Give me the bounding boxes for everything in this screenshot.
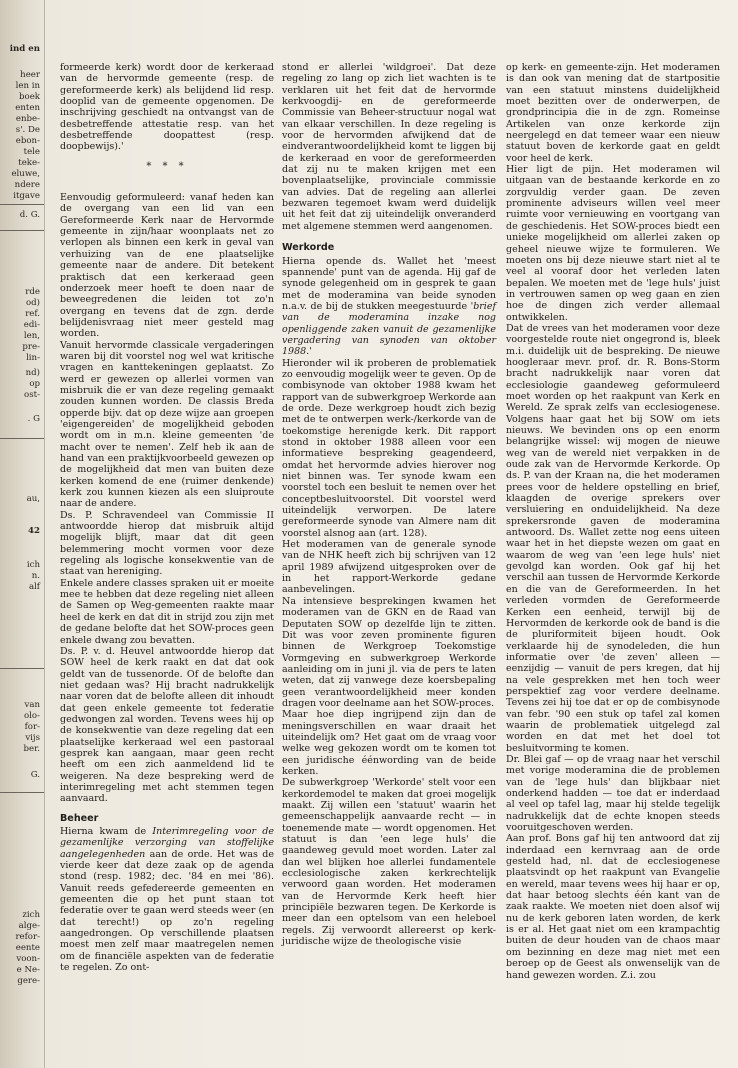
text-run: Hierna kwam de xyxy=(60,826,153,837)
gutter-rule xyxy=(0,230,44,231)
gutter-rule xyxy=(0,204,44,205)
gutter-fragment: G. xyxy=(30,770,40,780)
paragraph: stond er allerlei 'wildgroei'. Dat deze regeling zo lang op zich liet wachten is te verklaren uit het feit dat de hervormde kerkvoogdij- en de gereformeerde Commissie van Beheer-structuur nogal wat van elkaar verschillen. In deze regeling is voor de hervormden afwijkend dat de eindverantwoordelijkheid komt te liggen bij de kerkeraad en voor de gereformeerden dat zij nu te maken krijgen met een bovenplaatselijke, provinciale commissie van advies. Dat de regeling aan allerlei bezwaren tegemoet kwam werd duidelijk uit het feit dat zij uiteindelijk onveranderd met algemene stemmen werd aangenomen. xyxy=(282,62,496,232)
paragraph xyxy=(60,826,274,973)
text-run: Hierna opende ds. Wallet het 'meest spannende' punt van de agenda. Hij gaf de synode gelegenheid om in gesprek te gaan met de moderamina van beide synoden n.a.v. de bij de stukken meegestuurde xyxy=(282,255,496,312)
paragraph: De subwerkgroep 'Werkorde' stelt voor een kerkordemodel te maken dat groei mogelijk maakt. Zij willen een 'statuut' waarin het gemeenschappelijk aanvaarde recht — in toenemende mate — wordt opgenomen. Het statuut is dan 'een lege huls' die gaandeweg gevuld moet worden. Later zal dan wel blijken hoe allerlei fundamentele ecclesiologische zaken kerkrechtelijk verwoord gaan worden. Het moderamen van de Hervormde Kerk heeft hier principiële bezwaren tegen. De Kerkorde is meer dan een optelsom van een heleboel regels. Zij verwoordt allereerst op kerk-juridische wijze de theologische visie xyxy=(282,777,496,948)
paragraph: Enkele andere classes spraken uit er moeite mee te hebben dat deze regeling niet alleen de Samen op Weg-gemeenten raakte maar heel de kerk en dat dit in strijd zou zijn met de gedane belofte dat het SOW-proces geen enkele dwang zou bevatten. xyxy=(60,577,274,646)
gutter-rule xyxy=(0,438,44,439)
gutter-fragment: . G xyxy=(27,414,40,424)
paragraph xyxy=(282,256,496,358)
paragraph: formeerde kerk) wordt door de kerkeraad van de hervormde gemeente (resp. de gereformeerde kerk) als belijdend lid resp. dooplid van de gemeente opgenomen. De inschrijving geschiedt na ontvangst van de desbetreffende attestatie resp. van het desbetreffende doopattest (resp. doopbewijs).' xyxy=(60,62,274,153)
section-heading-beheer: Beheer xyxy=(60,812,99,824)
paragraph: Ds. P. Schravendeel van Commissie II antwoordde hierop dat misbruik altijd mogelijk blijft, maar dat dit geen belemmering mocht vormen voor deze regeling als logische konsekwentie van de staat van hereniging. xyxy=(60,509,274,578)
emphasis-text: Interimregeling voor de gezamenlijke verzorging van stoffelijke aangelegenheden xyxy=(60,826,274,860)
text-column-1 xyxy=(60,62,274,973)
text-column-3 xyxy=(506,62,720,981)
paragraph: Aan prof. Bons gaf hij ten antwoord dat zij inderdaad een kernvraag aan de orde gesteld had, nl. dat de ecclesiogenese plaatsvindt op het raakpunt van Evangelie en wereld, maar tevens wees hij haar er op, dat haar betoog slechts één kant van de zaak raakte. We moeten niet doen alsof wij nu de kerk geboren laten worden, de kerk is er al. Het gaat niet om een krampachtig buiten de deur houden van de chaos maar om bezinning en deze mag niet met een beroep op de Geest als onwenselijk van de hand gewezen worden. Z.i. zou xyxy=(506,833,720,981)
paragraph: Het moderamen van de generale synode van de NHK heeft zich bij schrijven van 12 april 1989 afwijzend uitgesproken over de in het rapport-Werkorde gedane aanbevelingen. xyxy=(282,539,496,596)
gutter-fragment: ich n. alf xyxy=(26,560,40,592)
paragraph: Dr. Blei gaf — op de vraag naar het verschil met vorige moderamina die de problemen van de 'lege huls' dan blijkbaar niet onderkend hadden — toe dat er inderdaad al veel op tafel lag, maar hij stelde tegelijk nadrukkelijk dat de echte knopen steeds vooruitgeschoven werden. xyxy=(506,753,720,834)
paragraph: Maar hoe diep ingrijpend zijn dan de meningsverschillen en waar draait het uiteindelijk om? Het gaat om de vraag voor welke weg gekozen wordt om te komen tot een juridische éénwording van de beide kerken. xyxy=(282,709,496,777)
gutter-fragment: rde od) ref. edi- len, pre- lin- xyxy=(22,287,40,363)
adjacent-page-edge xyxy=(0,0,45,1068)
paragraph: Ds. P. v. d. Heuvel antwoordde hierop dat SOW heel de kerk raakt en dat dat ook geldt van de tussenorde. Of de belofte dan niet gedaan was? Hij bracht nadrukkelijk naar voren dat de belofte alleen dit inhoudt dat geen enkele gemeente tot federatie gedwongen zal worden. Tevens wees hij op de konsekwentie van deze regeling dat een plaatselijke kerkeraad wel een pastoraal gesprek kan aangaan, maar geen recht heeft om een zich aanmeldend lid te weigeren. Na deze bespreking werd de interimregeling met acht stemmen tegen aanvaard. xyxy=(60,645,274,805)
section-separator: * * * xyxy=(146,160,188,172)
paragraph: Vanuit hervormde classicale vergaderingen waren bij dit voorstel nog wel wat kritische vragen en kanttekeningen geplaatst. Zo werd er gewezen op allerlei vormen van misbruik die er van deze regeling gemaakt zouden kunnen worden. De classis Breda opperde bijv. dat op deze wijze aan groepen 'eigengereiden' de mogelijkheid geboden wordt om in m.n. kleine gemeenten 'de macht over te nemen'. Zelf heb ik aan de hand van een praktijkvoorbeeld gewezen op de mogelijkheid dat men van buiten deze kerken komend de ene (ruimer denkende) kerk zou kunnen kiezen als een sluiproute naar de andere. xyxy=(60,339,274,510)
gutter-rule xyxy=(0,668,44,669)
paragraph: Hier ligt de pijn. Het moderamen wil uitgaan van de bestaande kerkorde en zo zorgvuldig verder gaan. De zeven prominente adviseurs willen veel meer ruimte voor vernieuwing en voortgang van de geschiedenis. Het SOW-proces biedt een unieke mogelijkheid om allerlei zaken op geheel nieuwe wijze te formuleren. We moeten ons bij deze nieuwe start niet al te veel al vooraf door het verleden laten bepalen. We moeten met de 'lege huls' juist in vertrouwen samen op weg gaan en zien hoe de dingen zich verder allemaal ontwikkelen. xyxy=(506,164,720,323)
gutter-fragment: nd) op ost- xyxy=(24,368,40,400)
gutter-fragment: 42 xyxy=(28,526,40,536)
paragraph: Eenvoudig geformuleerd: vanaf heden kan de overgang van een lid van een Gereformeerde Kerk naar de Hervormde gemeente in zijn/haar woonplaats net zo verlopen als binnen een kerk in geval van verhuizing van de ene plaatselijke gemeente naar de andere. Dit betekent praktisch dat een kerkeraad geen onderzoek meer hoeft te doen naar de beweegredenen die leiden tot zo'n overgang en tevens dat de zgn. derde belijdenisvraag niet meer gesteld mag worden. xyxy=(60,192,274,340)
gutter-fragment: d. G. xyxy=(19,210,40,220)
section-heading-werkorde: Werkorde xyxy=(282,242,335,254)
gutter-fragment: zich alge- refor- eente voon- e Ne- gere- xyxy=(15,910,40,986)
paragraph: Hieronder wil ik proberen de problematiek zo eenvoudig mogelijk weer te geven. Op de combisynode van oktober 1988 kwam het rapport van de subwerkgroep Werkorde aan de orde. Deze werkgroep houdt zich bezig met de te ontwerpen werk-/kerkorde van de toekomstige herenigde kerk. Dit rapport stond in oktober 1988 alleen voor een informatieve bespreking geagendeerd, omdat het hervormde advies hierover nog niet binnen was. Ter synode kwam een voorstel toch een besluit te nemen over het conceptbesluitvoorstel. Dit voorstel werd uiteindelijk verworpen. De latere gereformeerde synode van Almere nam dit voorstel alsnog aan (art. 128). xyxy=(282,357,496,539)
text-run: aan de orde. Het was de vierde keer dat deze zaak op de agenda stond (resp. 1982; dec. '84 en mei '86). Vanuit reeds gefedereerde gemeenten en gemeenten die op het punt staan tot federatie over te gaan werd steeds weer (en dat terecht!) op zo'n regeling aangedrongen. Op verschillende plaatsen moest men zelf maar maatregelen nemen om de financiële aspekten van de federatie te regelen. Zo ont- xyxy=(60,848,274,974)
gutter-rule xyxy=(0,792,44,793)
gutter-fragment: ind en xyxy=(9,44,40,54)
gutter-fragment: heer len in boek enten enbe- s'. De ebon- tele teke- eluwe, ndere itgave xyxy=(11,70,40,201)
paragraph: Na intensieve besprekingen kwamen het moderamen van de GKN en de Raad van Deputaten SOW op dezelfde lijn te zitten. Dit was voor zeven prominente figuren binnen de Werkgroep Toekomstige Vormgeving en subwerkgroep Werkorde aanleiding om in juni jl. via de pers te laten weten, dat zij vanwege deze koersbepaling geen verantwoordelijkheid meer konden dragen voor deelname aan het SOW-proces. xyxy=(282,595,496,709)
paragraph: Dat de vrees van het moderamen voor deze voorgestelde route niet ongegrond is, bleek m.i. duidelijk uit de bespreking. De nieuwe hoogleraar mevr. prof. dr. R. Bons-Storm bracht nadrukkelijk naar voren dat ecclesiologie gaandeweg geformuleerd moet worden op het raakpunt van Kerk en Wereld. Ze sprak zelfs van ecclesiogenese. Volgens haar gaat het bij SOW om iets nieuws. We bevinden ons op een enorm belangrijke wissel: wij mogen de nieuwe weg van de wereld niet verpakken in de oude zak van de Hervormde Kerkorde. Op ds. P. van der Kraan na, die het moderamen prees voor de heldere opstelling en brief, klaagden de overige sprekers over versluiering en onduidelijkheid. Na deze sprekersronde gaven de moderamina antwoord. Ds. Wallet zette nog eens uiteen waar het in het diepste wezen om gaat en waarom de weg van 'een lege huls' niet gevolgd kan worden. Ook gaf hij het verschil aan tussen de Hervormde Kerkorde en die van de Gereformeerden. In het verleden vormden de Gereformeerde Kerken een eenheid, terwijl bij de Hervormden de kerkorde ook de band is die de pluriformiteit bijeen houdt. Ook verklaarde hij de synodeleden, die hun informatie over 'de zeven' alleen — eenzijdig — vanuit de pers kregen, dat hij na vele gesprekken met hen toch weer perspektief zag voor verdere deelname. Tevens zei hij toe dat er op de combisynode van febr. '90 een stuk op tafel zal komen waarin de problematiek uitgelegd zal worden en dat met het doel tot besluitvorming te komen. xyxy=(506,322,720,754)
emphasis-text: 'brief van de moderamina inzake nog openliggende zaken vanuit de gezamenlijke vergadering van synoden van oktober 1988.' xyxy=(282,300,496,358)
gutter-fragment: van olo- for- vijs ber. xyxy=(23,700,40,754)
paragraph: op kerk- en gemeente-zijn. Het moderamen is dan ook van mening dat de startpositie van een statuut minstens duidelijkheid moet bezitten over de onderwerpen, de grondprincipia die in de zgn. Romeinse Artikelen van onze kerkorde zijn neergelegd en dat temeer waar een nieuw statuut boven de kerkorde gaat en geldt voor heel de kerk. xyxy=(506,62,720,164)
gutter-fragment: au, xyxy=(26,494,40,504)
text-column-2 xyxy=(282,62,496,947)
